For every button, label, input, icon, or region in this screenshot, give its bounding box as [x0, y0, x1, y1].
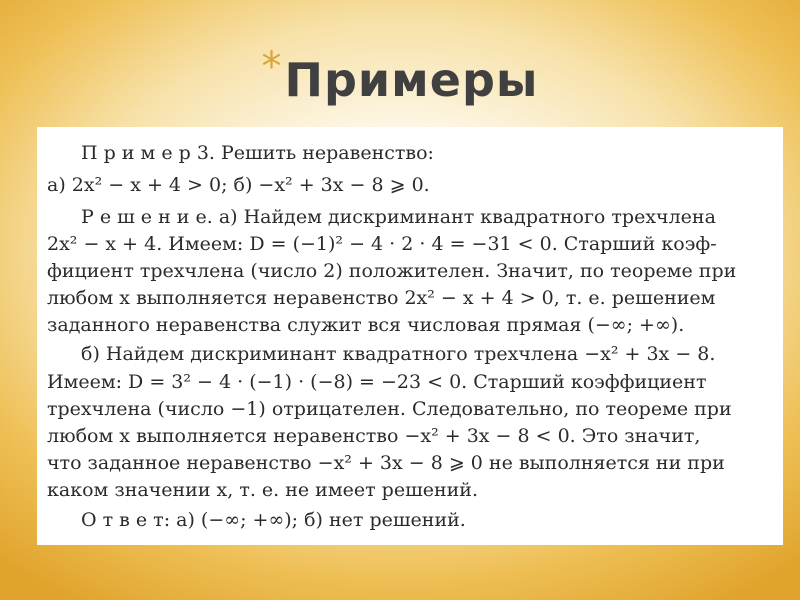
solution-line-3: фициент трехчлена (число 2) положителен. Значит, по теореме при [47, 260, 737, 282]
solution-b-line-2: Имеем: D = 3² − 4 · (−1) · (−8) = −23 < 0. Старший коэффициент [47, 371, 707, 393]
solution-b-line-6: каком значении x, т. е. не имеет решений. [47, 479, 479, 501]
answer-line: О т в е т: а) (−∞; +∞); б) нет решений. [81, 509, 466, 531]
solution-line-2: 2x² − x + 4. Имеем: D = (−1)² − 4 · 2 · 4 = −31 < 0. Старший коэф- [47, 233, 717, 255]
solution-line-5: заданного неравенства служит вся числовая прямая (−∞; +∞). [47, 314, 685, 336]
solution-b-line-4: любом x выполняется неравенство −x² + 3x − 8 < 0. Это значит, [47, 425, 701, 447]
example-tasks: а) 2x² − x + 4 > 0; б) −x² + 3x − 8 ⩾ 0. [47, 174, 430, 196]
solution-line-1: Р е ш е н и е. а) Найдем дискриминант квадратного трехчлена [81, 206, 716, 228]
slide-title [0, 44, 800, 114]
title-asterisk: * [261, 44, 283, 90]
solution-b-line-1: б) Найдем дискриминант квадратного трехчлена −x² + 3x − 8. [81, 343, 716, 365]
title-text: Примеры [284, 53, 539, 107]
textbook-excerpt [37, 127, 783, 545]
example-heading: П р и м е р 3. Решить неравенство: [81, 142, 434, 164]
solution-b-line-3: трехчлена (число −1) отрицателен. Следовательно, по теореме при [47, 398, 732, 420]
solution-b-line-5: что заданное неравенство −x² + 3x − 8 ⩾ 0 не выполняется ни при [47, 452, 725, 474]
solution-line-4: любом x выполняется неравенство 2x² − x + 4 > 0, т. е. решением [47, 287, 716, 309]
